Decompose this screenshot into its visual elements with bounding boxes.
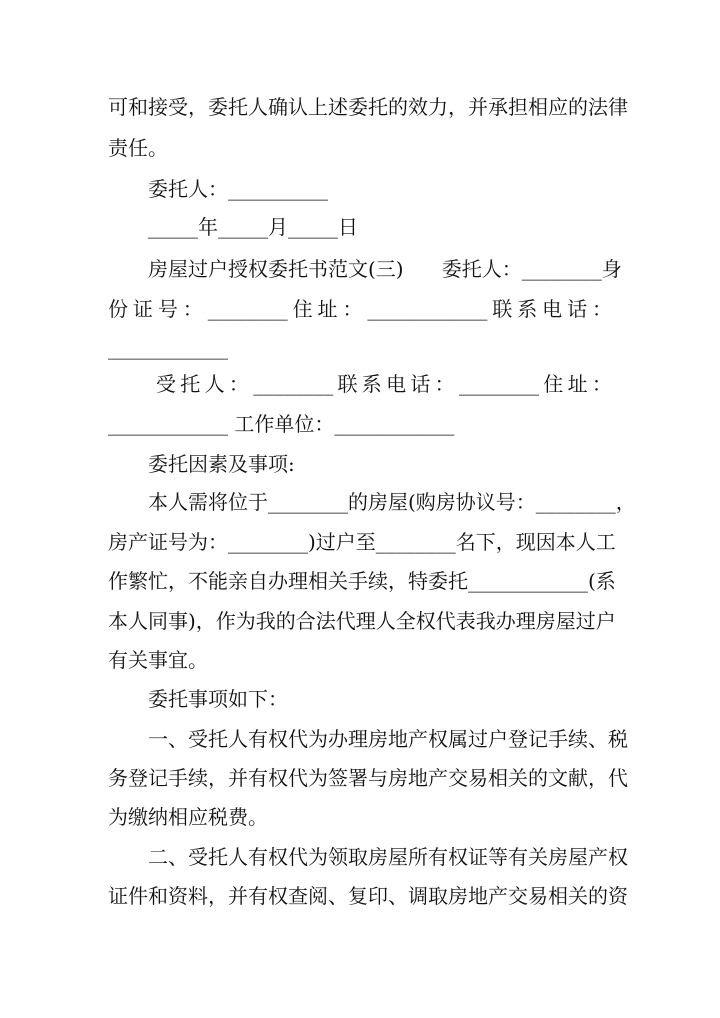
paragraph-line: 责任。 <box>108 136 168 160</box>
paragraph-line: 为缴纳相应税费。 <box>108 805 268 829</box>
paragraph-line: 务登记手续，并有权代为签署与房地产交易相关的文献，代 <box>108 766 628 790</box>
paragraph-line: 房产证号为：________)过户至________名下，现因本人工 <box>108 530 616 554</box>
paragraph-line: 二、受托人有权代为领取房屋所有权证等有关房屋产权 <box>148 845 628 869</box>
principal-info-line: 份 证 号 ： ________ 住 址 ： ____________ 联 系 电 话 ： <box>108 297 612 321</box>
paragraph-line: 可和接受，委托人确认上述委托的效力，并承担相应的法律 <box>108 95 628 119</box>
paragraph-line: 证件和资料，并有权查阅、复印、调取房地产交易相关的资 <box>108 884 628 908</box>
paragraph-line: 本人同事)，作为我的合法代理人全权代表我办理房屋过户 <box>108 609 616 633</box>
section-title-line: 房屋过户授权委托书范文(三) 委托人：________身 <box>148 257 622 281</box>
principal-signature-line: 委托人：__________ <box>148 177 328 201</box>
date-line: _____年_____月_____日 <box>148 215 358 239</box>
paragraph-line: 有关事宜。 <box>108 648 208 672</box>
paragraph-line: 本人需将位于________的房屋(购房协议号：________， <box>148 490 636 514</box>
agent-workplace-line: ____________ 工作单位：____________ <box>108 412 455 436</box>
subheading-line: 委托因素及事项: <box>148 452 295 476</box>
paragraph-line: 作繁忙，不能亲自办理相关手续，特委托____________(系 <box>108 569 616 593</box>
blank-line: ____________ <box>108 336 228 360</box>
paragraph-line: 一、受托人有权代为办理房地产权属过户登记手续、税 <box>148 727 628 751</box>
subheading-line: 委托事项如下： <box>148 687 288 711</box>
agent-info-line: 受 托 人 ： ________ 联 系 电 话 ： ________ 住 址 ： <box>156 372 612 396</box>
